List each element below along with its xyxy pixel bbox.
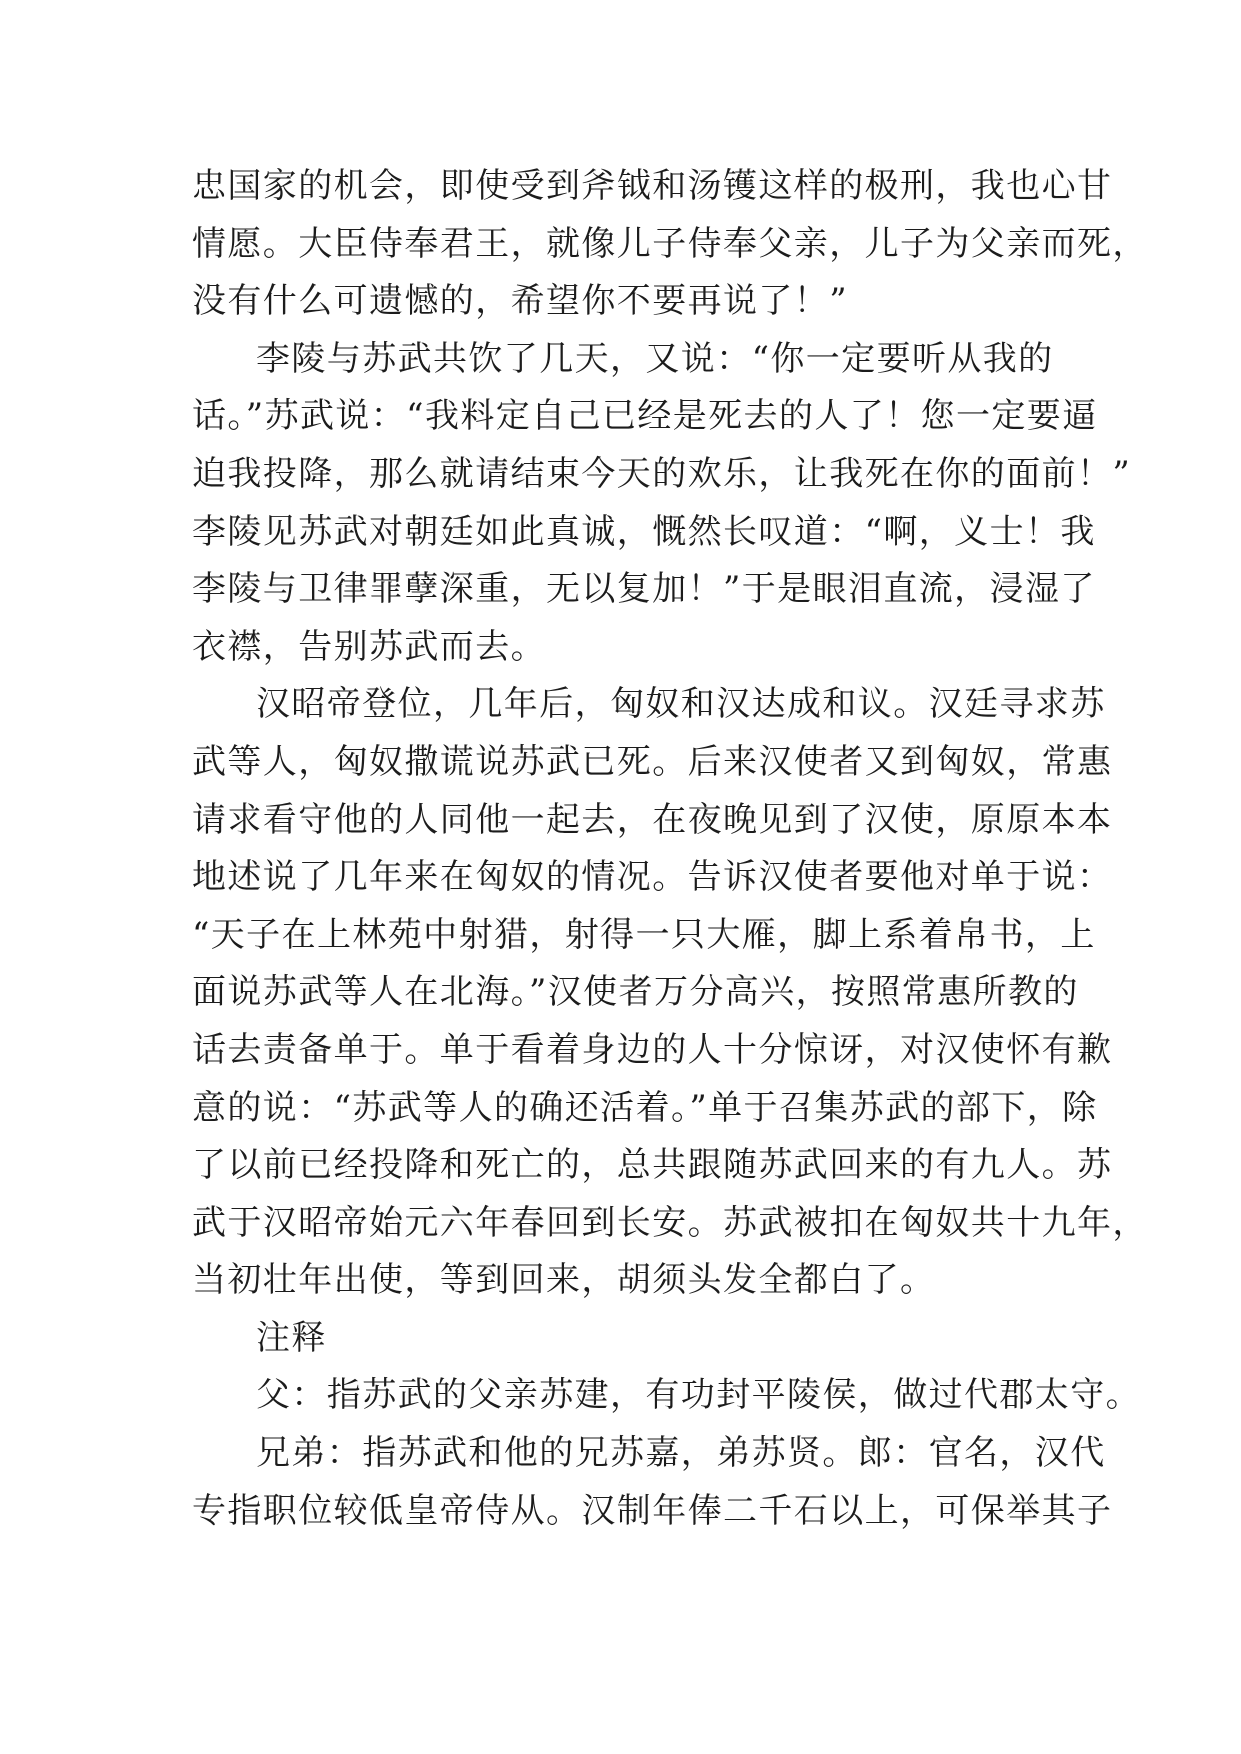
text-line: 专指职位较低皇帝侍从。汉制年俸二千石以上，可保举其子 <box>192 1490 1113 1531</box>
body-text <box>192 158 1148 1540</box>
text-line: 李陵与苏武共饮了几天，又说：“你一定要听从我的 <box>256 338 1054 379</box>
text-line: “天子在上林苑中射猎，射得一只大雁，脚上系着帛书，上 <box>192 914 1096 955</box>
text-line: 话。”苏武说：“我料定自己已经是死去的人了！您一定要逼 <box>192 396 1098 437</box>
text-line: 了以前已经投降和死亡的，总共跟随苏武回来的有九人。苏 <box>192 1145 1113 1186</box>
text-line: 兄弟：指苏武和他的兄苏嘉，弟苏贤。郎：官名，汉代 <box>256 1433 1106 1474</box>
text-line: 意的说：“苏武等人的确还活着。”单于召集苏武的部下，除 <box>192 1087 1098 1128</box>
text-line: 衣襟，告别苏武而去。 <box>192 626 546 667</box>
text-line: 没有什么可遗憾的，希望你不要再说了！” <box>192 281 848 322</box>
text-line: 话去责备单于。单于看着身边的人十分惊讶，对汉使怀有歉 <box>192 1029 1113 1070</box>
text-line: 请求看守他的人同他一起去，在夜晚见到了汉使，原原本本 <box>192 799 1113 840</box>
text-line: 父：指苏武的父亲苏建，有功封平陵侯，做过代郡太守。 <box>256 1375 1141 1416</box>
text-line: 武等人，匈奴撒谎说苏武已死。后来汉使者又到匈奴，常惠 <box>192 741 1113 782</box>
text-line: 武于汉昭帝始元六年春回到长安。苏武被扣在匈奴共十九年， <box>192 1202 1148 1243</box>
text-line: 迫我投降，那么就请结束今天的欢乐，让我死在你的面前！” <box>192 453 1132 494</box>
notes-heading: 注释 <box>256 1317 327 1358</box>
text-line: 情愿。大臣侍奉君王，就像儿子侍奉父亲，儿子为父亲而死， <box>192 223 1148 264</box>
text-line: 地述说了几年来在匈奴的情况。告诉汉使者要他对单于说： <box>192 857 1113 898</box>
text-line: 忠国家的机会，即使受到斧钺和汤镬这样的极刑，我也心甘 <box>192 166 1113 206</box>
text-line: 汉昭帝登位，几年后，匈奴和汉达成和议。汉廷寻求苏 <box>256 684 1106 725</box>
text-line: 李陵见苏武对朝廷如此真诚，慨然长叹道：“啊，义士！我 <box>192 511 1096 552</box>
text-line: 李陵与卫律罪孽深重，无以复加！”于是眼泪直流，浸湿了 <box>192 569 1096 610</box>
text-line: 面说苏武等人在北海。”汉使者万分高兴，按照常惠所教的 <box>192 972 1079 1013</box>
text-line: 当初壮年出使，等到回来，胡须头发全都白了。 <box>192 1260 936 1301</box>
